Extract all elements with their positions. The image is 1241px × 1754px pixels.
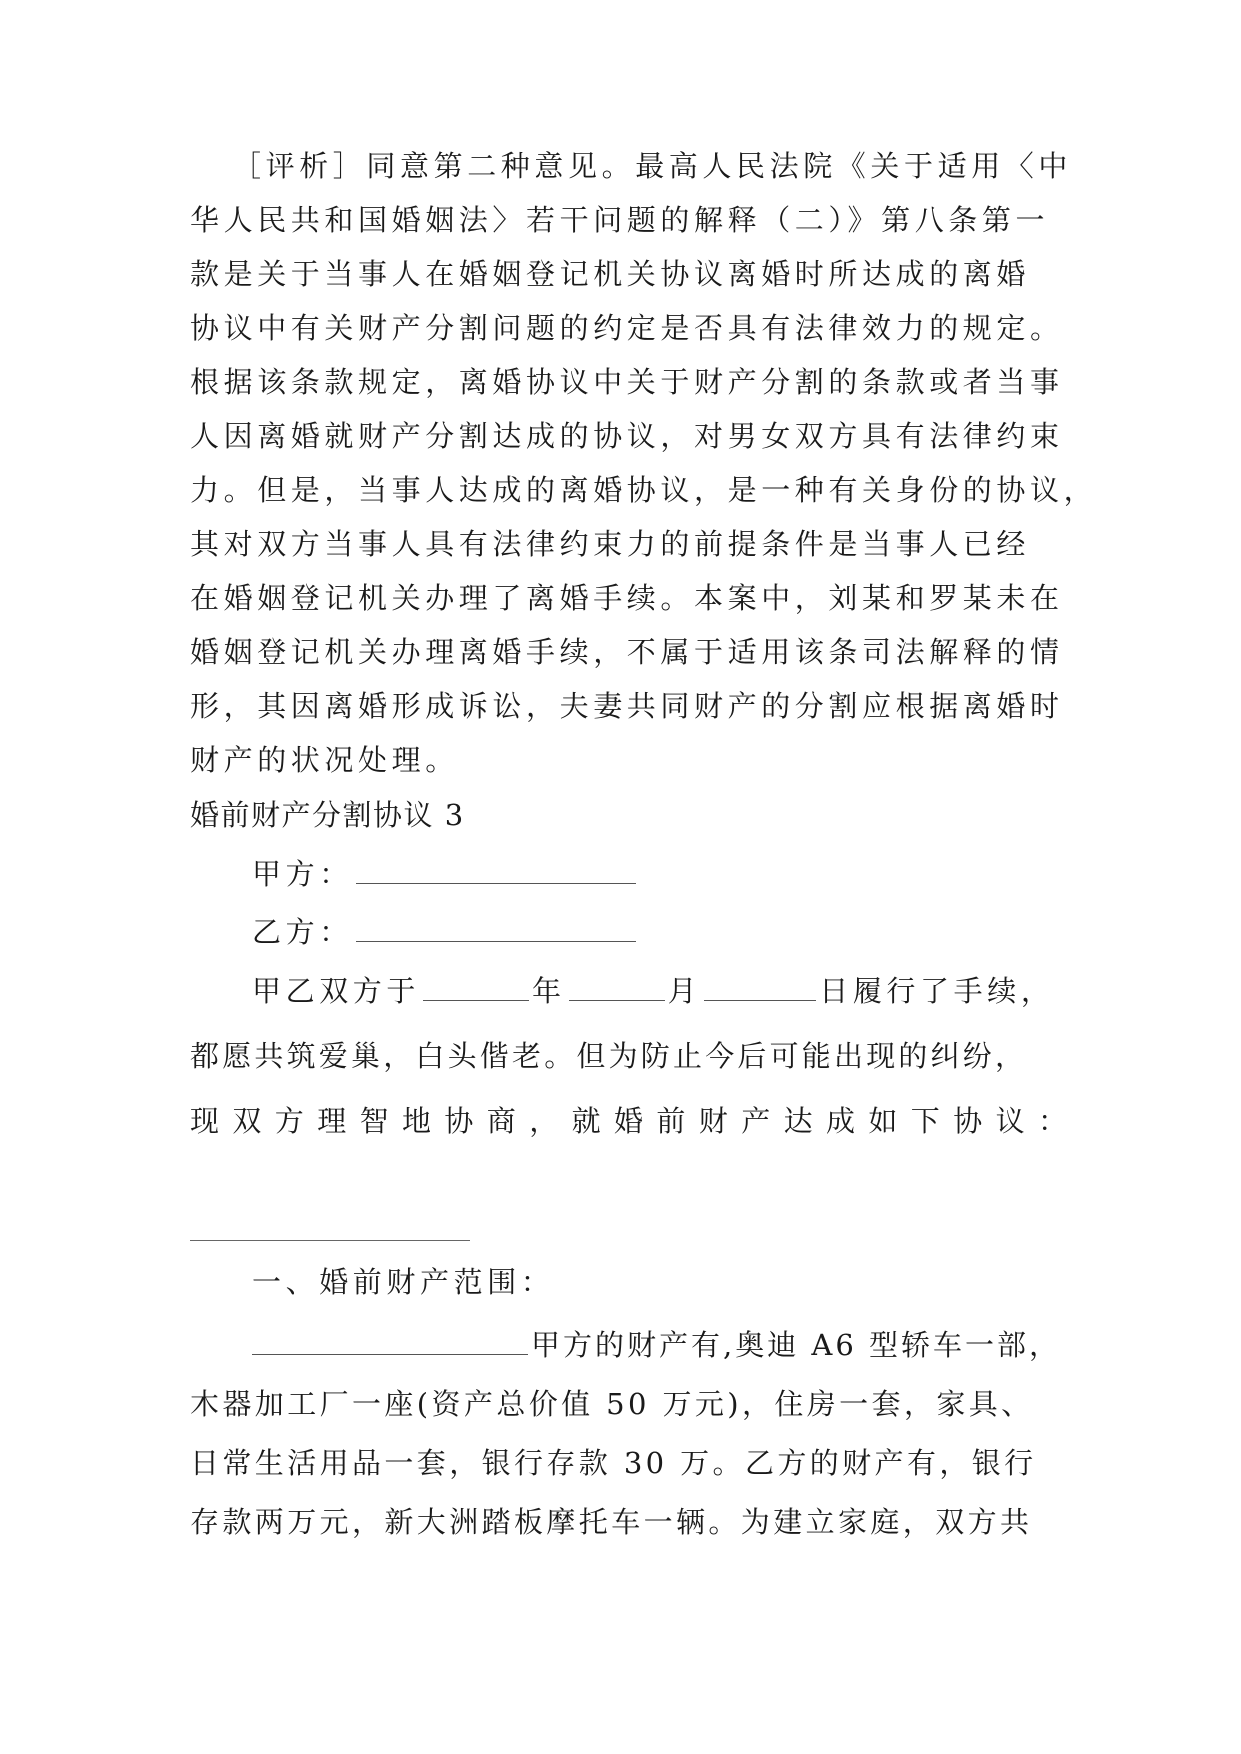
analysis-line-12: 财产的状况处理。 <box>190 743 459 777</box>
analysis-line-11: 形，其因离婚形成诉讼，夫妻共同财产的分割应根据离婚时 <box>190 689 1064 723</box>
intro-line-3: 现双方理智地协商，就婚前财产达成如下协议： <box>190 1104 1081 1138</box>
analysis-line-7: 力。但是，当事人达成的离婚协议，是一种有关身份的协议， <box>190 473 1098 507</box>
intro-line-2: 都愿共筑爱巢，白头偕老。但为防止今后可能出现的纠纷， <box>190 1039 1028 1073</box>
separator-rule <box>190 1240 470 1241</box>
party-b-blank <box>356 915 636 942</box>
analysis-line-6: 人因离婚就财产分割达成的协议，对男女双方具有法律约束 <box>190 419 1064 453</box>
section1-heading: 一、婚前财产范围： <box>252 1265 555 1299</box>
month-blank <box>569 974 665 1001</box>
party-a-blank <box>356 857 636 884</box>
intro-line-1 <box>252 971 1054 1011</box>
day-blank <box>704 974 816 1001</box>
year-label: 年 <box>532 974 566 1008</box>
month-label: 月 <box>667 974 702 1008</box>
section1-line-1 <box>252 1325 1061 1365</box>
section1-line-3: 日常生活用品一套，银行存款 30 万。乙方的财产有，银行 <box>190 1446 1037 1480</box>
year-blank <box>423 974 529 1001</box>
intro-suffix: 日履行了手续， <box>819 974 1055 1008</box>
intro-prefix: 甲乙双方于 <box>252 974 421 1008</box>
analysis-line-4: 协议中有关财产分割问题的约定是否具有法律效力的规定。 <box>190 311 1064 345</box>
analysis-line-2: 华人民共和国婚姻法〉若干问题的解释（二）》第八条第一 <box>190 203 1050 237</box>
agreement-title: 婚前财产分割协议 3 <box>190 798 465 832</box>
section1-line-1-text: 甲方的财产有,奥迪 A6 型轿车一部， <box>531 1328 1062 1362</box>
section1-blank <box>252 1328 528 1355</box>
party-b-row <box>252 912 639 952</box>
section1-line-2: 木器加工厂一座(资产总价值 50 万元)，住房一套，家具、 <box>190 1387 1034 1421</box>
party-a-row <box>252 854 639 894</box>
party-a-label: 甲方： <box>252 857 353 891</box>
analysis-line-1: ［评析］同意第二种意见。最高人民法院《关于适用〈中 <box>232 149 1073 183</box>
analysis-line-3: 款是关于当事人在婚姻登记机关协议离婚时所达成的离婚 <box>190 257 1031 291</box>
analysis-line-9: 在婚姻登记机关办理了离婚手续。本案中，刘某和罗某未在 <box>190 581 1064 615</box>
analysis-line-10: 婚姻登记机关办理离婚手续，不属于适用该条司法解释的情 <box>190 635 1064 669</box>
analysis-line-8: 其对双方当事人具有法律约束力的前提条件是当事人已经 <box>190 527 1031 561</box>
section1-line-4: 存款两万元，新大洲踏板摩托车一辆。为建立家庭，双方共 <box>190 1505 1033 1539</box>
party-b-label: 乙方： <box>252 915 353 949</box>
analysis-line-5: 根据该条款规定，离婚协议中关于财产分割的条款或者当事 <box>190 365 1064 399</box>
